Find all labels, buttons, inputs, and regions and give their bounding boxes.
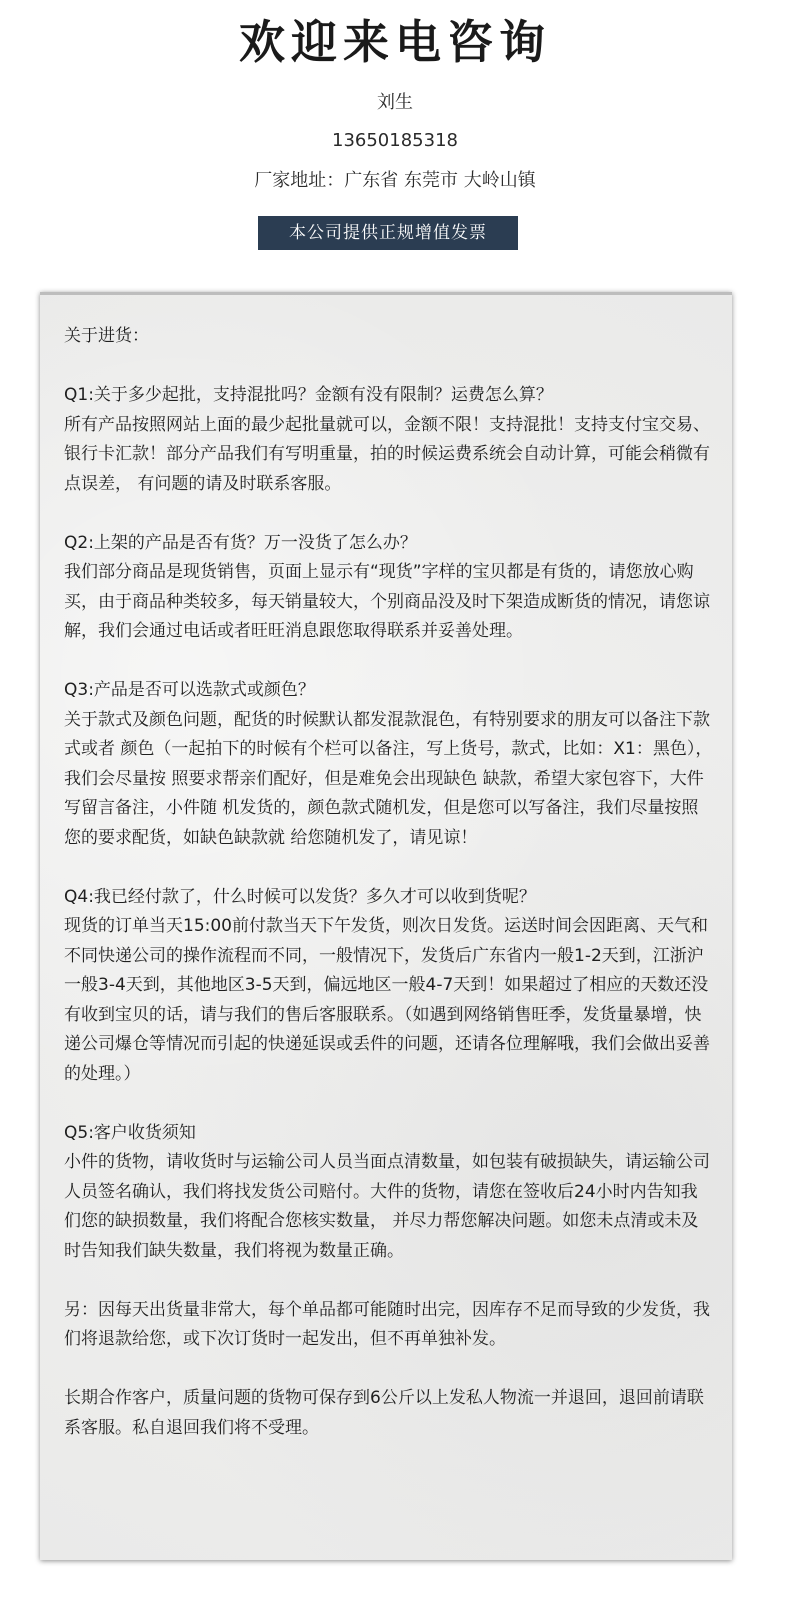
faq-answer: 我们部分商品是现货销售，页面上显示有“现货”字样的宝贝都是有货的，请您放心购买，由于商品种类较多，每天销量较大，个别商品没及时下架造成断货的情况，请您谅解，我们会通过电话或者旺旺消息跟您取得联系并妥善处理。: [64, 562, 710, 641]
faq-answer: 关于款式及颜色问题，配货的时候默认都发混款混色，有特别要求的朋友可以备注下款式或者 颜色（一起拍下的时候有个栏可以备注，写上货号，款式，比如：X1：黑色），我们会尽量按 照要求帮亲们配好，但是难免会出现缺色 缺款，希望大家包容下，大件写留言备注，小件随 机发货的，颜色款式随机发，但是您可以写备注，我们尽量按照您的要求配货，如缺色缺款就 给您随机发了，请见谅！: [64, 709, 713, 848]
contact-phone: 13650185318: [332, 130, 458, 151]
faq-item-q2: [64, 529, 714, 647]
note-text: 长期合作客户，质量问题的货物可保存到6公斤以上发私人物流一并退回，退回前请联系客服。私自退回我们将不受理。: [64, 1388, 704, 1438]
contact-name: 刘生: [377, 92, 413, 113]
invoice-badge: 本公司提供正规增值发票: [258, 216, 518, 250]
faq-question: Q2:上架的产品是否有货？万一没货了怎么办？: [64, 532, 417, 553]
faq-answer: 小件的货物，请收货时与运输公司人员当面点清数量，如包装有破损缺失，请运输公司人员签名确认，我们将找发货公司赔付。大件的货物，请您在签收后24小时内告知我们您的缺损数量，我们将配合您核实数量， 并尽力帮您解决问题。如您未点清或未及时告知我们缺失数量，我们将视为数量正确。: [64, 1152, 710, 1261]
factory-address: 厂家地址：广东省 东莞市 大岭山镇: [254, 170, 536, 191]
faq-item-q3: [64, 676, 714, 853]
faq-question: Q4:我已经付款了，什么时候可以发货？多久才可以收到货呢？: [64, 886, 536, 907]
faq-question: Q5:客户收货须知: [64, 1122, 196, 1143]
faq-question: Q3:产品是否可以选款式或颜色？: [64, 680, 315, 700]
page-title: 欢迎来电咨询: [239, 15, 551, 69]
return-policy-note: [64, 1384, 714, 1443]
faq-item-q1: [64, 381, 714, 499]
faq-answer: 现货的订单当天15:00前付款当天下午发货，则次日发货。运送时间会因距离、天气和不同快递公司的操作流程而不同，一般情况下，发货后广东省内一般1-2天到，江浙沪一般3-4天到，其他地区3-5天到，偏远地区一般4-7天到！如果超过了相应的天数还没有收到宝贝的话，请与我们的售后客服联系。（如遇到网络销售旺季，发货量暴增，快递公司爆仓等情况而引起的快递延误或丢件的问题，还请各位理解哦，我们会做出妥善的处理。）: [64, 916, 710, 1084]
note-text: 另：因每天出货量非常大，每个单品都可能随时出完，因库存不足而导致的少发货，我们将退款给您，或下次订货时一起发出，但不再单独补发。: [64, 1299, 710, 1349]
faq-heading: 关于进货：: [64, 326, 149, 346]
faq-item-q5: [64, 1119, 714, 1267]
faq-content: [64, 322, 714, 1443]
faq-question: Q1:关于多少起批，支持混批吗？金额有没有限制？运费怎么算？: [64, 385, 553, 405]
faq-item-q4: [64, 883, 714, 1090]
faq-answer: 所有产品按照网站上面的最少起批量就可以，金额不限！支持混批！支持支付宝交易、银行卡汇款！部分产品我们有写明重量，拍的时候运费系统会自动计算，可能会稍微有点误差， 有问题的请及时联系客服。: [64, 414, 710, 494]
shipping-note: [64, 1296, 714, 1355]
faq-panel: [40, 292, 732, 1560]
